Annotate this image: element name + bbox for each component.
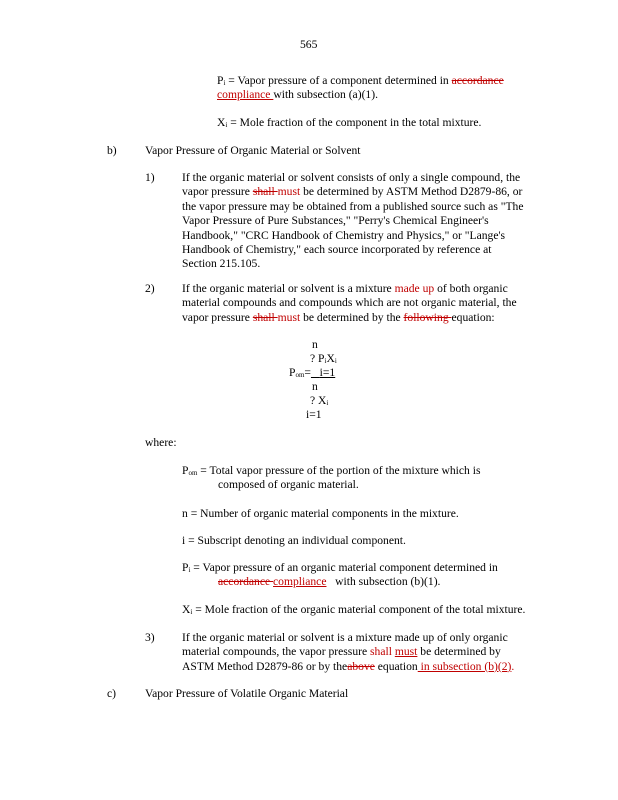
section-c-heading: Vapor Pressure of Volatile Organic Material bbox=[145, 687, 349, 700]
equation-index-bottom: i=1 bbox=[306, 408, 322, 421]
top-xi-definition: $X_i$ = Mole fraction of the component in the total mixture. bbox=[217, 116, 482, 129]
item-1-number: 1) bbox=[145, 171, 155, 184]
section-b-label: b) bbox=[107, 144, 117, 157]
equation-n-bottom: n bbox=[312, 380, 318, 393]
page-number: 565 bbox=[300, 38, 318, 51]
section-b-heading: Vapor Pressure of Organic Material or Solvent bbox=[145, 144, 361, 157]
item-2-text: If the organic material or solvent is a mixture made up of both organic material compounds and compounds which are not organic material, the vapor pressure shall must be determined by the following equation: bbox=[182, 282, 517, 324]
item-2-number: 2) bbox=[145, 282, 155, 295]
equation-denominator: ? $X_i$ bbox=[310, 394, 329, 407]
section-c-label: c) bbox=[107, 687, 117, 700]
equation-numerator: ? $P_iX_i$ bbox=[310, 352, 337, 365]
def-pom: $P_{om}$ = Total vapor pressure of the portion of the mixture which is composed of organic material. bbox=[182, 464, 481, 492]
item-3-text: If the organic material or solvent is a mixture made up of only organic material compounds, the vapor pressure shall must be determined by ASTM Method D2879-86 or by theabove equation in subsection (b)(2). bbox=[182, 631, 515, 673]
def-xi: $X_i$ = Mole fraction of the organic material component of the total mixture. bbox=[182, 603, 526, 616]
item-3-number: 3) bbox=[145, 631, 155, 644]
top-pi-definition: $P_i$ = Vapor pressure of a component determined in accordance compliance with subsection (a)(1). bbox=[217, 74, 504, 102]
where-label: where: bbox=[145, 436, 177, 449]
item-1-text: If the organic material or solvent consists of only a single compound, the vapor pressure shall must be determined by ASTM Method D2879-86, or the vapor pressure may be obtained from a published source such as "The Vapor Pressure of Pure Substances," "Perry's Chemical Engineer's Handbook," "CRC Handbook of Chemistry and Physics," or "Lange's Handbook of Chemistry," each source incorporated by reference at Section 215.105. bbox=[182, 171, 524, 271]
equation-n-top: n bbox=[312, 338, 318, 351]
equation-lhs: $P_{om}=$ i=1 bbox=[289, 366, 336, 379]
def-n: n = Number of organic material components in the mixture. bbox=[182, 507, 459, 520]
def-i: i = Subscript denoting an individual component. bbox=[182, 534, 406, 547]
def-pi: $P_i$ = Vapor pressure of an organic material component determined in accordance compliance with subsection (b)(1). bbox=[182, 561, 498, 589]
